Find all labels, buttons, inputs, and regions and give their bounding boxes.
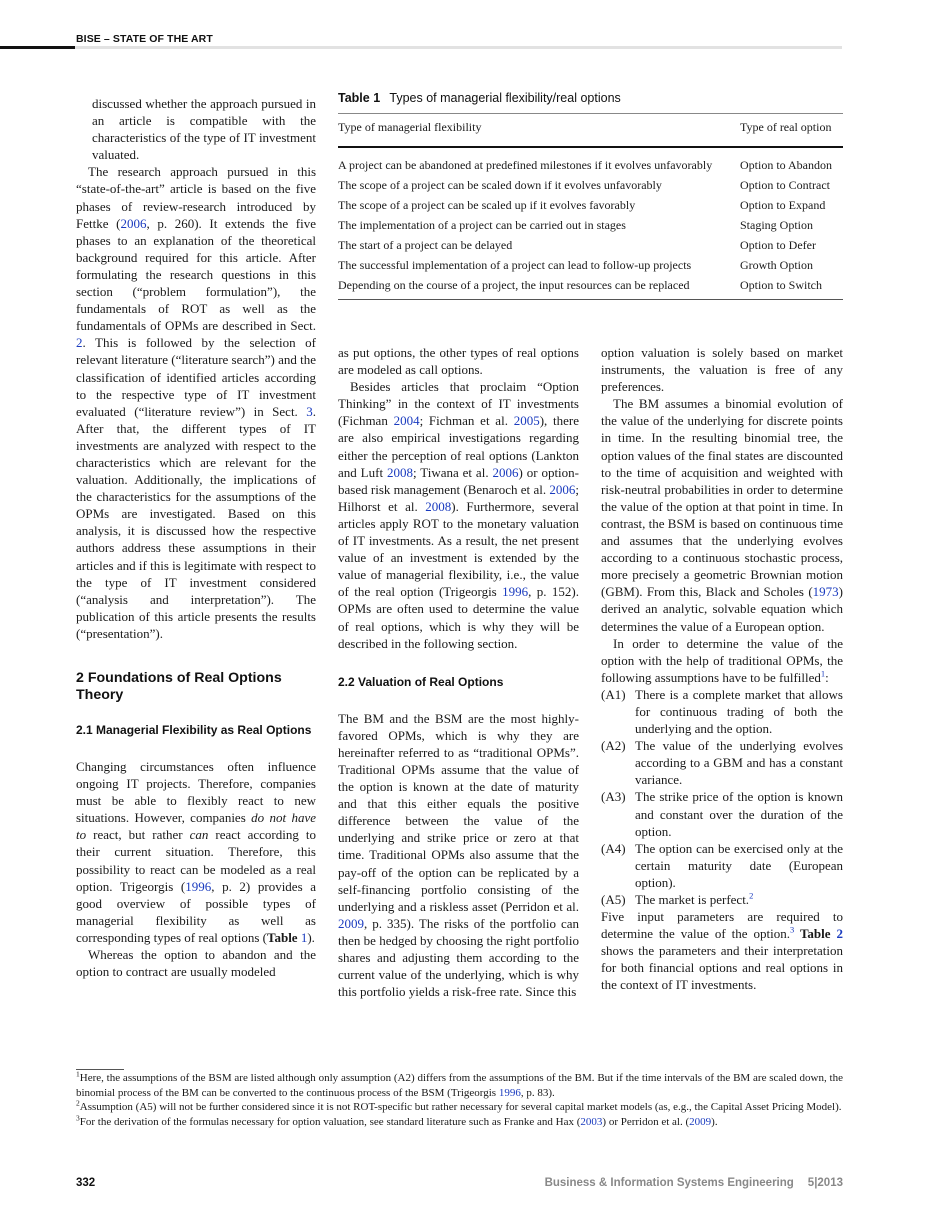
assumption-text: There is a complete market that allows for continuous trading of both the underlying and the option. [635,686,843,737]
paragraph-continued: option valuation is solely based on market instruments, the valuation is free of any preferences. [601,345,843,395]
assumption-item [601,686,843,737]
paragraph-managerial-flexibility: Changing circumstances often influence ongoing IT projects. Therefore, companies must be able to flexibly react to new situations. However, companies do not have to react, but rather can react according to their current situation. Therefore, this possibility to react can be modeled as a real option. Trigeorgis (1996, p. 2) provides a good overview of possible types of managerial flexibility as well as corresponding types of real options (Table 1). [76,759,316,945]
assumption-text: The strike price of the option is known and constant over the duration of the option. [635,789,843,839]
citation-link[interactable]: 2008 [425,498,452,514]
footnote-rule [76,1069,124,1070]
citation-link[interactable]: 2006 [120,215,147,231]
table-row [338,256,843,276]
journal-footer [545,1177,843,1189]
column-header-real-option: Type of real option [740,120,832,134]
assumption-list [601,686,843,908]
table-label: Table 1 [338,91,381,105]
real-option-cell: Staging Option [740,218,814,232]
assumption-tag: (A5) [601,892,626,907]
citation-link[interactable]: 2006 [492,464,519,480]
table-row [338,236,843,256]
header-rule-light [75,46,842,49]
flexibility-cell: The start of a project can be delayed [338,238,513,252]
citation-link[interactable]: 2005 [513,413,540,429]
assumption-text: The value of the underlying evolves according to a GBM and has a constant variance. [635,738,843,788]
footnote-3: $^3$For the derivation of the formulas necessary for option valuation, see standard literature such as Franke and Hax (2003) or Perridon et al. (2009). [76,1113,718,1129]
flexibility-cell: A project can be abandoned at predefined milestones if it evolves unfavorably [338,158,713,172]
table-row [338,196,843,216]
citation-link[interactable]: 2008 [386,464,413,480]
table-row [338,147,843,176]
subsection-heading-2-2: 2.2 Valuation of Real Options [338,674,504,689]
paragraph-continued: as put options, the other types of real options are modeled as call options. [338,345,579,378]
flexibility-cell: Depending on the course of a project, the input resources can be replaced [338,278,690,292]
table-row [338,276,843,300]
real-option-cell: Growth Option [740,258,813,272]
real-option-cell: Option to Defer [740,238,816,252]
assumption-tag: (A1) [601,686,626,702]
flexibility-cell: The implementation of a project can be carried out in stages [338,218,626,232]
assumption-tag: (A4) [601,840,626,856]
journal-issue: 5|2013 [807,1177,843,1189]
running-header: BISE – STATE OF THE ART [76,33,213,45]
footnote-mark: 2 [76,1098,80,1108]
footnote-ref[interactable]: 2 [749,890,754,901]
paragraph-traditional-opms: The BM and the BSM are the most highly-favored OPMs, which is why they are hereinafter referred to as “traditional OPMs”. Traditional OPMs assume that the value of the option is known at the date of maturity and that this either equals the positive difference between the value of the underlying and strike price or zero at that time. Traditional OPMs also assume that the pay-off of the option can be replicated by a self-financing portfolio consisting of the underlying and a riskless asset (Perridon et al. 2009, p. 335). The risks of the portfolio can then be hedged by choosing the right portfolio shares and adjusting them according to the current value of the underlying, which is why this portfolio yields a risk-free rate. Since this [338,710,579,1000]
citation-link[interactable]: 1996 [498,1086,521,1099]
citation-link[interactable]: 1996 [185,878,212,894]
assumption-text: The market is perfect. [635,892,750,907]
assumption-tag: (A3) [601,789,626,805]
real-option-cell: Option to Abandon [740,158,832,172]
assumption-item [601,788,843,839]
paragraph-option-thinking: Besides articles that proclaim “Option Thinking” in the context of IT investments (Fichman 2004; Fichman et al. 2005), there are also empirical investigations regarding either the perception of real options (Lankton and Luft 2008; Tiwana et al. 2006) or option-based risk management (Benaroch et al. 2006; Hilhorst et al. 2008). Furthermore, several articles apply ROT to the monetary valuation of IT investments. As a result, the net present value of an investment is extended by the value of managerial flexibility, i.e., the value of the real option (Trigeorgis 1996, p. 152). OPMs are often used to determine the value of real options, which is why they will be described in the following section. [338,379,579,651]
flexibility-cell: The scope of a project can be scaled down if it evolves unfavorably [338,178,662,192]
journal-name: Business & Information Systems Engineering [544,1177,794,1189]
subsection-heading-2-1: 2.1 Managerial Flexibility as Real Options [76,723,312,737]
middle-column [338,344,579,1000]
table-row [338,176,843,196]
table-title: Types of managerial flexibility/real options [389,91,621,105]
paragraph-option-types: Whereas the option to abandon and the option to contract are usually modeled [76,947,316,980]
footnote-ref[interactable]: 3 [789,924,795,935]
table-caption [338,91,843,105]
table-row [338,216,843,236]
header-rule-dark [0,46,75,49]
footnote-mark: 1 [76,1069,80,1079]
citation-link[interactable]: 2003 [580,1116,603,1129]
table-header-row [338,114,843,148]
left-column [76,95,316,980]
real-option-cell: Option to Contract [740,178,830,192]
real-option-cell: Option to Switch [740,278,823,292]
table-link[interactable]: 2 [836,926,843,942]
column-header-flexibility: Type of managerial flexibility [338,120,482,134]
table-grid [338,113,843,300]
assumption-item [601,737,843,788]
paragraph-input-parameters: Five input parameters are required to determine the value of the option.$^3$ Table 2 shows the parameters and their interpretation for both financial options and real options in the context of IT investments. [601,909,843,993]
assumption-tag: (A2) [601,738,626,754]
footnote-mark: 3 [76,1113,80,1123]
paragraph-research-approach: The research approach pursued in this “state-of-the-art” article is based on the five phases of review-research introduced by Fettke (2006, p. 260). It extends the five phases to an explanation of the theoretical background required for this article. After formulating the research questions in this section (“problem formulation”), the fundamentals of ROT as well as the fundamentals of OPMs are described in Sect. 2. This is followed by the selection of relevant literature (“literature search”) and the classification of identified articles according to the respective type of IT investment evaluated (“literature review”) in Sect. 3. After that, the different types of IT investments are analyzed with respect to the characteristics which are relevant for the valuation. Additionally, the implications of the characteristics for the assumptions of the OPMs are investigated. Based on this analysis, it is discussed how the respective authors address these assumptions in their articles and if this is legitimate with respect to the type of IT investment considered (“analysis and interpretation”). The publication of this article presents the results (“presentation”). [76,164,317,641]
assumption-text: The option can be exercised only at the certain maturity date (European option). [635,840,843,890]
paragraph-assumptions-intro: In order to determine the value of the option with the help of traditional OPMs, the following assumptions have to be fulfilled$^1$: [601,635,843,685]
citation-link[interactable]: 2009 [689,1116,712,1129]
citation-link[interactable]: 1973 [812,584,839,600]
paragraph-binomial-model: The BM assumes a binomial evolution of the value of the underlying for discrete points in time. In the resulting binomial tree, the option values of the final states are discounted to the time of acquisition and weighted with risk-neutral probabilities in order to determine the value of the option at that point in time. In contrast, the BSM is based on continuous time and assumes that the underlying evolves according to a continuous stochastic process, more precisely a geometric Brownian motion (GBM). From this, Black and Scholes (1973) derived an analytic, solvable equation which determines the value of a European option. [601,396,843,634]
footnotes [76,1071,843,1130]
flexibility-cell: The scope of a project can be scaled up if it evolves favorably [338,198,636,212]
flexibility-cell: The successful implementation of a project can lead to follow-up projects [338,258,692,272]
section-link[interactable]: 3 [306,403,313,419]
citation-link[interactable]: 1996 [502,584,529,600]
right-column [601,344,843,994]
assumption-item [601,840,843,891]
page-number: 332 [76,1177,96,1189]
section-link[interactable]: 2 [76,335,83,351]
footnote-ref[interactable]: 1 [820,668,826,679]
citation-link[interactable]: 2006 [549,481,576,497]
footnote-2: $^2$Assumption (A5) will not be further considered since it is not ROT-specific but rather necessary for several capital market models (as, e.g., the Capital Asset Pricing Model). [76,1098,842,1114]
citation-link[interactable]: 2004 [393,413,420,429]
footnote-1: $^1$Here, the assumptions of the BSM are listed although only assumption (A2) differs from the assumptions of the BM. But if the time intervals of the BM are scaled down, the binomial process of the BM can be converted to the continuous process of the BSM (Trigeorgis 1996, p. 83). [76,1069,843,1099]
assumption-item [601,891,843,908]
paragraph-continued: discussed whether the approach pursued in an article is compatible with the characteristics of the type of IT investment valuated. [92,96,316,163]
section-heading-2: 2 Foundations of Real Options Theory [76,670,282,703]
real-option-cell: Option to Expand [740,198,826,212]
table-link[interactable]: 1 [300,929,308,945]
citation-link[interactable]: 2009 [338,915,364,931]
table-1 [338,91,843,300]
